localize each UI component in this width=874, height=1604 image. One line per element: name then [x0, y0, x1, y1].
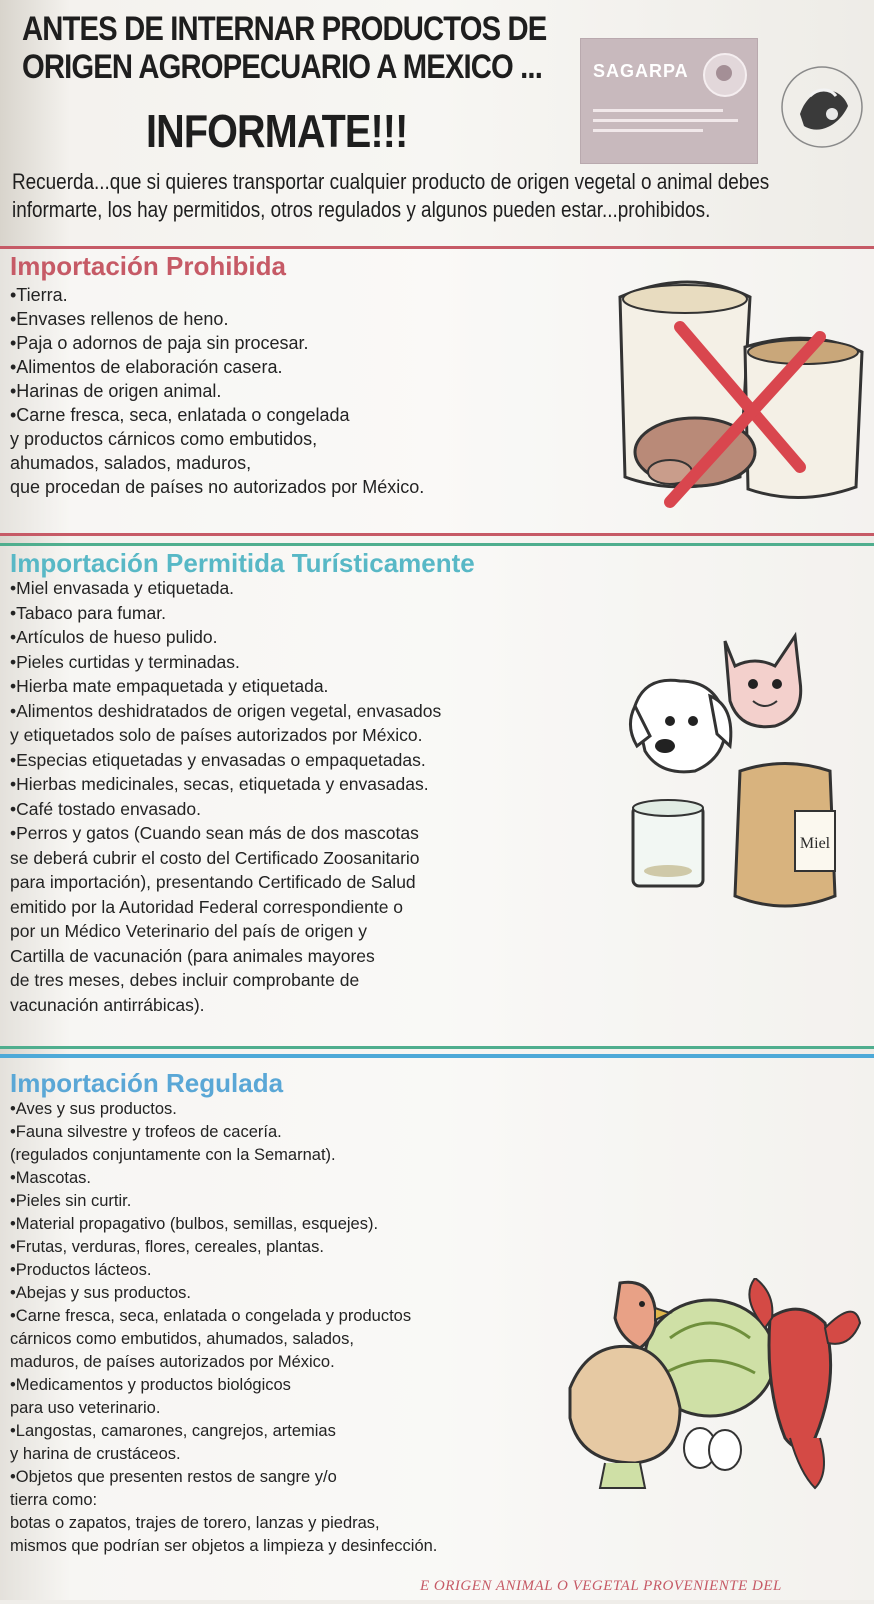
list-item: •Frutas, verduras, flores, cereales, plantas. — [10, 1238, 324, 1256]
jar-label: Miel — [799, 835, 831, 852]
list-item: •Material propagativo (bulbos, semillas, esquejes). — [10, 1215, 379, 1233]
list-item: •Artículos de hueso pulido. — [10, 627, 218, 647]
list-item: que procedan de países no autorizados por México. — [10, 477, 425, 497]
list-item: •Tierra. — [10, 285, 68, 305]
title-line-2: ORIGEN AGROPECUARIO A MEXICO ... — [22, 48, 542, 86]
prohibited-sacks-illustration — [600, 267, 870, 517]
intro-line-2: informarte, los hay permitidos, otros regulados y algunos pueden estar...prohibidos. — [12, 197, 711, 222]
list-item: por un Médico Veterinario del país de origen y — [10, 921, 368, 941]
list-item: (regulados conjuntamente con la Semarnat). — [10, 1146, 336, 1164]
list-item: •Productos lácteos. — [10, 1261, 152, 1279]
list-item: •Fauna silvestre y trofeos de cacería. — [10, 1123, 282, 1141]
list-item: •Miel envasada y etiquetada. — [10, 578, 235, 598]
list-item: •Alimentos deshidratados de origen vegetal, envasados — [10, 700, 442, 721]
list-item: •Paja o adornos de paja sin procesar. — [10, 333, 309, 353]
prohibited-list — [10, 283, 424, 499]
list-item: •Abejas y sus productos. — [10, 1284, 191, 1302]
senasica-seal-icon — [770, 44, 866, 170]
list-item: de tres meses, debes incluir comprobante de — [10, 970, 360, 990]
list-item: se deberá cubrir el costo del Certificado Zoosanitario — [10, 847, 420, 868]
list-item: •Harinas de origen animal. — [10, 381, 222, 401]
list-item: para importación), presentando Certificado de Salud — [10, 872, 416, 892]
list-item: maduros, de países autorizados por México. — [10, 1353, 335, 1371]
list-item: emitido por la Autoridad Federal correspondiente o — [10, 896, 404, 917]
list-item: •Hierbas medicinales, secas, etiquetada y envasadas. — [10, 774, 429, 794]
list-item: •Langostas, camarones, cangrejos, artemias — [10, 1422, 336, 1440]
permitted-section — [0, 543, 874, 1049]
list-item: mismos que podrían ser objetos a limpieza y desinfección. — [10, 1537, 438, 1555]
list-item: •Carne fresca, seca, enlatada o congelada y productos — [10, 1307, 412, 1325]
hen-produce-lobster-illustration — [560, 1278, 870, 1518]
list-item: •Pieles curtidas y terminadas. — [10, 651, 240, 672]
list-item: ahumados, salados, maduros, — [10, 453, 252, 473]
list-item: y etiquetados solo de países autorizados por México. — [10, 725, 423, 745]
mexico-seal-icon — [703, 53, 747, 97]
intro-text — [12, 168, 770, 224]
list-item: •Alimentos de elaboración casera. — [10, 357, 283, 377]
list-item: •Aves y sus productos. — [10, 1100, 177, 1118]
list-item: tierra como: — [10, 1491, 98, 1509]
pets-honey-illustration — [625, 626, 850, 916]
logo-text-line — [593, 109, 723, 112]
logo-text-line — [593, 119, 738, 122]
list-item: •Mascotas. — [10, 1169, 91, 1187]
list-item: Cartilla de vacunación (para animales mayores — [10, 945, 375, 966]
list-item: •Perros y gatos (Cuando sean más de dos mascotas — [10, 823, 419, 843]
list-item: •Hierba mate empaquetada y etiquetada. — [10, 676, 329, 696]
regulated-list — [10, 1098, 437, 1558]
permitted-list — [10, 576, 441, 1017]
list-item: •Medicamentos y productos biológicos — [10, 1376, 291, 1394]
prohibited-title: Importación Prohibida — [10, 251, 286, 281]
title-line-3: INFORMATE!!! — [146, 105, 408, 157]
list-item: •Carne fresca, seca, enlatada o congelada — [10, 405, 350, 425]
list-item: •Tabaco para fumar. — [10, 602, 166, 623]
regulated-section — [0, 1054, 874, 1604]
list-item: •Especias etiquetadas y envasadas o empaquetadas. — [10, 749, 426, 770]
regulated-title: Importación Regulada — [10, 1068, 284, 1098]
list-item: botas o zapatos, trajes de torero, lanzas y piedras, — [10, 1514, 380, 1532]
logo-text-line — [593, 129, 703, 132]
list-item: cárnicos como embutidos, ahumados, salados, — [10, 1330, 354, 1348]
title-line-1: ANTES DE INTERNAR PRODUCTOS DE — [22, 10, 547, 48]
list-item: •Café tostado envasado. — [10, 798, 201, 819]
sagarpa-logo — [580, 38, 758, 164]
footer-partial-text: E ORIGEN ANIMAL O VEGETAL PROVENIENTE DEL — [420, 1578, 782, 1594]
list-item: y harina de crustáceos. — [10, 1445, 181, 1463]
list-item: •Pieles sin curtir. — [10, 1192, 132, 1210]
list-item: vacunación antirrábicas). — [10, 994, 205, 1015]
permitted-title: Importación Permitida Turísticamente — [10, 548, 475, 578]
list-item: •Objetos que presenten restos de sangre y/o — [10, 1468, 337, 1486]
list-item: y productos cárnicos como embutidos, — [10, 429, 318, 449]
list-item: •Envases rellenos de heno. — [10, 309, 229, 329]
list-item: para uso veterinario. — [10, 1399, 161, 1417]
sagarpa-logo-name: SAGARPA — [593, 61, 689, 81]
prohibited-section — [0, 246, 874, 536]
intro-line-1: Recuerda...que si quieres transportar cualquier producto de origen vegetal o animal debes — [12, 169, 770, 194]
